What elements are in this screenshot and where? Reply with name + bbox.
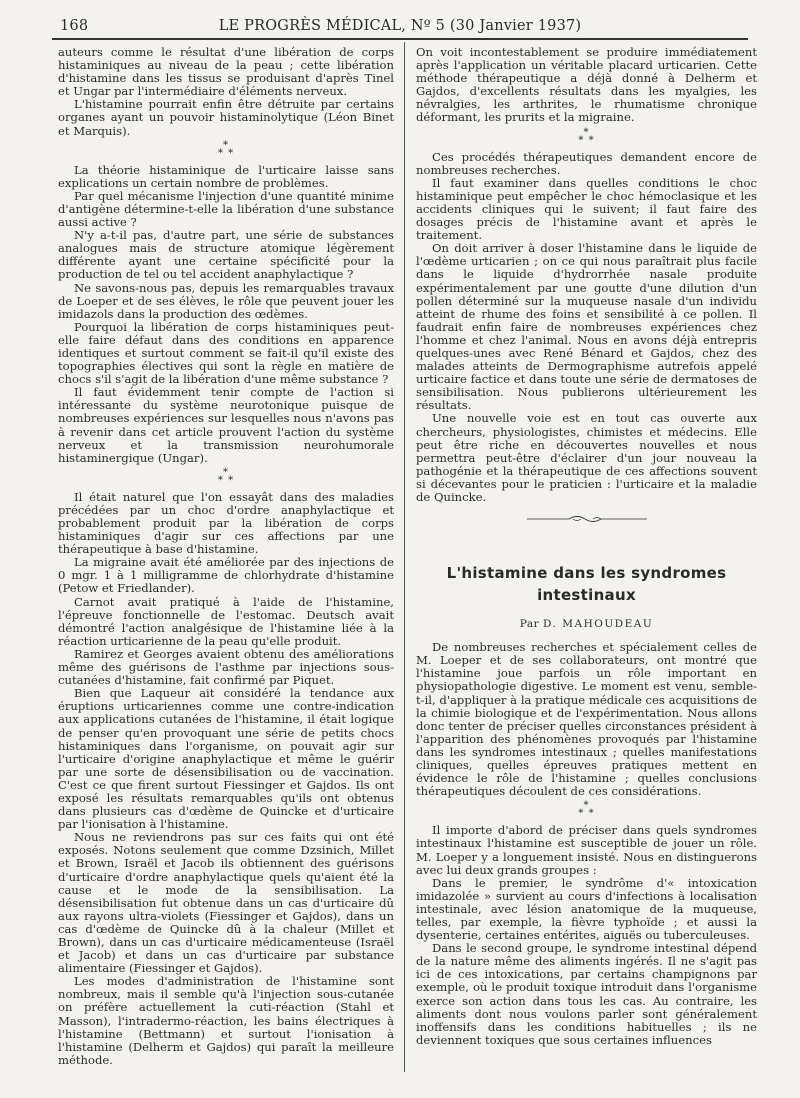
journal-title: LE PROGRÈS MÉDICAL, Nº 5 (30 Janvier 1937) — [218, 18, 582, 34]
running-header — [50, 14, 750, 38]
paragraph: Pourquoi la libération de corps histaminiques peut-elle faire défaut dans des conditions en apparence identiques et surtout comment se fait-il qu'il existe des topographies électives qui sont la règle en matière de chocs s'il s'agit de la libération d'une même substance ? — [58, 319, 394, 387]
paragraph: Une nouvelle voie est en tout cas ouverte aux chercheurs, physiologistes, chimistes et médecins. Elle peut être riche en découvertes nouvelles et nous permettra peut-être d'éclairer d'un jour nouveau la pathogénie et la thérapeutique de ces affections souvent si décevantes pour le praticien : l'urticaire et la maladie de Quincke. — [416, 411, 757, 504]
paragraph: On voit incontestablement se produire immédiatement après l'application un véritable placard urticarien. Cette méthode thérapeutique a déjà donné à Delherm et Gajdos, d'excellents résultats dans les myalgies, les névralgies, les arthrites, le rhumatisme chronique déformant, les prurits et la migraine. — [416, 45, 757, 125]
paragraph: La migraine avait été améliorée par des injections de 0 mgr. 1 à 1 milligramme de chlorhydrate d'histamine (Petow et Friedlander). — [58, 555, 394, 596]
paragraph: Il faut examiner dans quelles conditions le choc histaminique peut empêcher le choc hémoclasique et les accidents cliniques qui le suivent; il faut faire des dosages précis de l'histamine avant et après le traitement. — [416, 175, 757, 243]
section-separator: * * * — [217, 139, 235, 159]
paragraph: Ne savons-nous pas, depuis les remarquables travaux de Loeper et de ses élèves, le rôle que peuvent jouer les imidazols dans la production des œdèmes. — [58, 280, 394, 321]
paragraph: Il était naturel que l'on essayât dans des maladies précédées par un choc d'ordre anaphylactique et probablement produit par la libération de corps histaminiques d'agir sur ces affections par une thérapeutique à base d'histamine. — [58, 489, 394, 557]
article-title: L'histamine dans les syndromes intestinaux — [446, 564, 727, 605]
ornament-divider-icon — [527, 514, 647, 524]
paragraph: L'histamine pourrait enfin être détruite par certains organes ayant un pouvoir histaminolytique (Léon Binet et Marquis). — [58, 97, 394, 138]
paragraph: De nombreuses recherches et spécialement celles de M. Loeper et de ses collaborateurs, ont montré que l'histamine joue parfois un rôle important en physiopathologie digestive. Le moment est venu, semble-t-il, d'appliquer à la pratique médicale ces acquisitions de la chimie biologique et de l'expérimentation. Nous allons donc tenter de préciser quelles circonstances président à l'apparition des phénomènes provoqués par l'histamine dans les syndromes intestinaux ; quelles manifestations cliniques, quelles épreuves pratiques mettent en évidence le rôle de l'histamine ; quelles conclusions thérapeutiques découlent de ces considérations. — [416, 640, 757, 799]
paragraph: Dans le premier, le syndrôme d'« intoxication imidazolée » survient au cours d'infections à localisation intestinale, avec lésion anatomique de la muqueuse, telles, par exemple, la fièvre typhoïde ; et aussi la dysenterie, certaines entérites, aiguës ou tuberculeuses. — [416, 875, 757, 943]
header-rule — [52, 38, 748, 40]
paragraph: Il faut évidemment tenir compte de l'action si intéressante du système neurotonique puisque de nombreuses expériences sur lesquelles nous n'avons pas à revenir dans cet article prouvent l'action du système nerveux et la transmission neurohumorale histaminergique (Ungar). — [58, 385, 394, 465]
paragraph: On doit arriver à doser l'histamine dans le liquide de l'œdème urticarien ; on ce qui nous paraîtrait plus facile dans le liquide d'hydrorrhée nasale produite expérimentalement par une goutte d'une dilution d'un pollen déterminé sur la muqueuse nasale d'un individu atteint de rhume des foins et sensibilité à ce pollen. Il faudrait enfin faire de nombreuses expériences chez l'homme et chez l'animal. Nous en avons déjà entrepris quelques-unes avec René Bénard et Gajdos, chez des malades atteints de Dermographisme autrefois appelé urticaire factice et dans toute une série de dermatoses de sensibilisation. Nous publierons ultérieurement les résultats. — [416, 241, 757, 413]
paragraph: Il importe d'abord de préciser dans quels syndromes intestinaux l'histamine est susceptible de jouer un rôle. M. Loeper y a longuement insisté. Nous en distinguerons avec lui deux grands groupes : — [416, 823, 757, 877]
column-divider — [404, 42, 405, 1072]
section-separator: * * * — [578, 800, 595, 820]
author-name: D. MAHOUDEAU — [543, 618, 654, 631]
paragraph: Ramirez et Georges avaient obtenu des améliorations même des guérisons de l'asthme par injections sous-cutanées d'histamine, fait confirmé par Piquet. — [58, 646, 394, 688]
paragraph: Nous ne reviendrons pas sur ces faits qui ont été exposés. Notons seulement que comme Dzsinich, Millet et Brown, Israël et Jacob ils obtiennent des guérisons d'urticaire d'ordre anaphylactique quels qu'aient été la cause et le mode de la sensibilisation. La désensibilisation fut obtenue dans un cas d'urticaire dû aux rayons ultra-violets (Fiessinger et Gajdos), dans un cas d'œdème de Quincke dû à la chaleur (Millet et Brown), dans un cas d'urticaire médicamenteuse (Israël et Jacob) et dans un cas d'urticaire par substance alimentaire (Fiessinger et Gajdos). — [58, 830, 394, 976]
left-column — [58, 46, 394, 1067]
paragraph: N'y a-t-il pas, d'autre part, une série de substances analogues mais de structure atomique légèrement différente ayant une certaine spécificité pour la production de tel ou tel accident anaphylactique ? — [58, 228, 394, 282]
paragraph: Par quel mécanisme l'injection d'une quantité minime d'antigène détermine-t-elle la libération d'une substance aussi active ? — [58, 188, 394, 230]
paragraph: Carnot avait pratiqué à l'aide de l'histamine, l'épreuve fonctionnelle de l'estomac. Deutsch avait démontré l'action analgésique de l'histamine liée à la réaction urticarienne de la peau qu'elle produit. — [58, 594, 394, 648]
right-column — [416, 46, 757, 1047]
paragraph: Dans le second groupe, le syndrome intestinal dépend de la nature même des aliments ingérés. Il ne s'agit pas ici de ces intoxications, par certains champignons par exemple, où le produit toxique introduit dans l'organisme exerce son action dans tous les cas. Au contraire, les aliments dont nous voulons parler sont généralement inoffensifs dans les conditions habituelles ; ils ne deviennent toxiques que sous certaines influences — [416, 941, 757, 1047]
paragraph: auteurs comme le résultat d'une libération de corps histaminiques au niveau de la peau ; cette libération d'histamine dans les tissus se produisant d'après Tinel et Ungar par l'intermédiaire d'éléments nerveux. — [58, 45, 394, 99]
paragraph: La théorie histaminique de l'urticaire laisse sans explications un certain nombre de problèmes. — [58, 162, 394, 190]
page-number: 168 — [60, 18, 89, 34]
byline: Par D. MAHOUDEAU — [519, 618, 654, 631]
paragraph: Les modes d'administration de l'histamine sont nombreux, mais il semble qu'à l'injection sous-cutanée on préfère actuellement la cuti-réaction (Stahl et Masson), l'intradermo-réaction, les bains électriques à l'histamine (Bettmann) et surtout l'ionisation à l'histamine (Delherm et Gajdos) qui paraît la meilleure méthode. — [58, 974, 394, 1067]
paragraph: Ces procédés thérapeutiques demandent encore de nombreuses recherches. — [416, 149, 757, 177]
section-separator: * * * — [578, 126, 595, 146]
section-separator: * * * — [217, 466, 235, 486]
paragraph: Bien que Laqueur ait considéré la tendance aux éruptions urticariennes comme une contre-indication aux applications cutanées de l'histamine, il était logique de penser qu'en provoquant une série de petits chocs histaminiques dans l'organisme, on pouvait agir sur l'urticaire d'origine anaphylactique et même le guérir par une sorte de désensibilisation ou de vaccination. C'est ce que firent surtout Fiessinger et Gajdos. Ils ont exposé les résultats remarquables qu'ils ont obtenus dans plusieurs cas d'œdème de Quincke et d'urticaire par l'ionisation à l'histamine. — [58, 686, 394, 832]
